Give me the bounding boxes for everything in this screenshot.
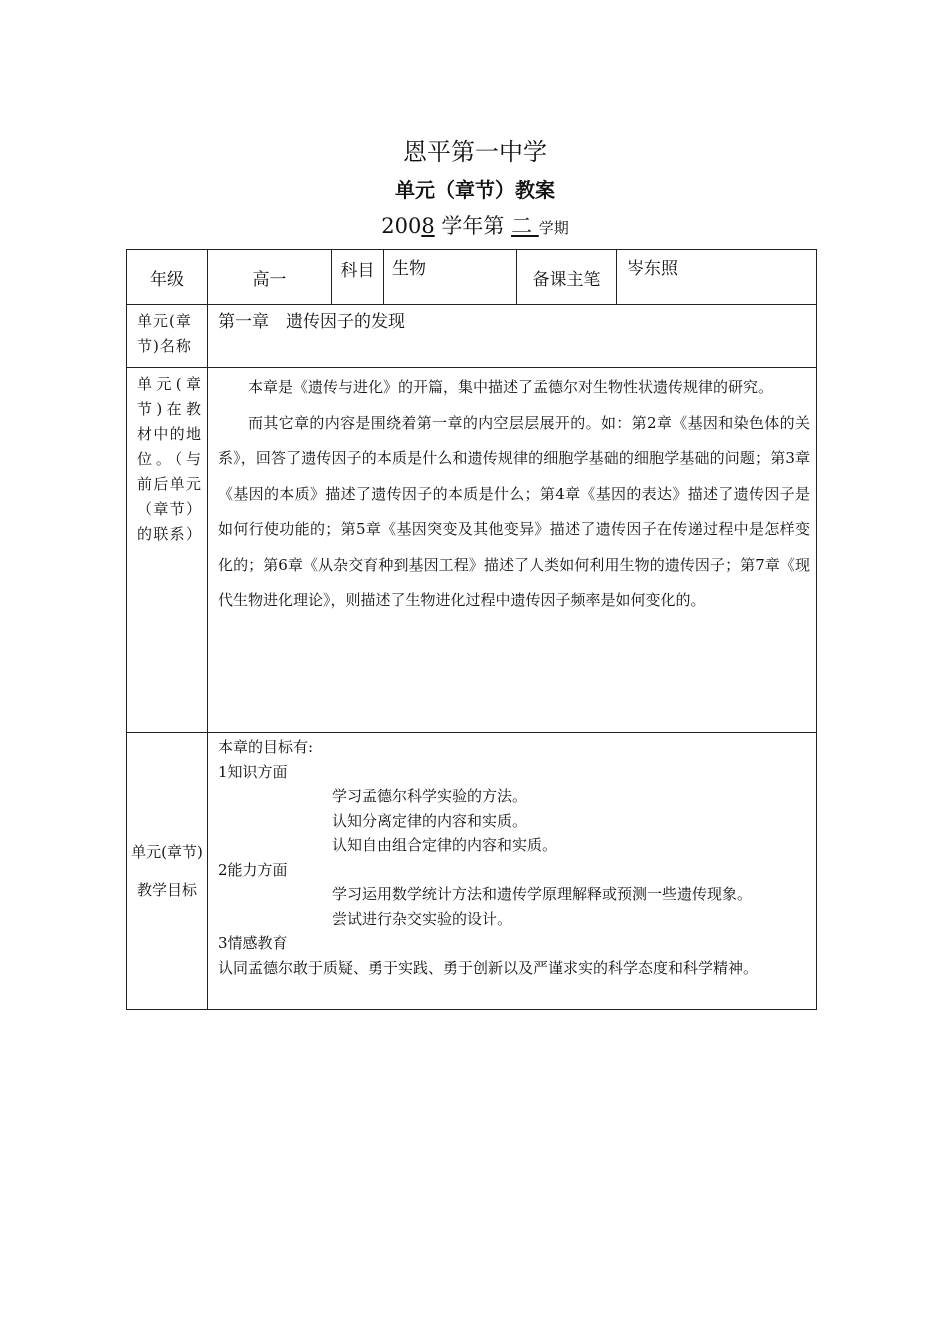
goals-intro: 本章的目标有: <box>218 738 314 756</box>
term-number: 二 <box>511 214 539 238</box>
lesson-plan-table <box>126 249 817 1010</box>
goal-item: 认知分离定律的内容和实质。 <box>332 811 528 830</box>
subject-value: 生物 <box>384 250 517 305</box>
table-row <box>127 368 817 733</box>
table-row <box>127 250 817 305</box>
term-year: 8 <box>421 214 435 238</box>
term-suffix: 学期 <box>538 219 569 237</box>
position-paragraph: 本章是《遗传与进化》的开篇，集中描述了孟德尔对生物性状遗传规律的研究。 <box>248 378 774 396</box>
unit-name-label: 单元(章节)名称 <box>127 305 208 368</box>
term-line <box>0 210 950 240</box>
goal-item: 学习运用数学统计方法和遗传学原理解释或预测一些遗传现象。 <box>332 885 753 903</box>
position-label: 单元(章节)在教材中的地位。（与前后单元（章节）的联系） <box>127 368 208 733</box>
goal-item: 尝试进行杂交实验的设计。 <box>332 909 513 928</box>
goals-content <box>208 733 817 1010</box>
goal-item: 认知自由组合定律的内容和实质。 <box>332 836 558 854</box>
author-value: 岑东照 <box>617 250 817 305</box>
table-row <box>127 733 817 1010</box>
document-type: 单元（章节）教案 <box>395 178 555 202</box>
emotion-text: 认同孟德尔敢于质疑、勇于实践、勇于创新以及严谨求实的科学态度和科学精神。 <box>218 958 759 977</box>
grade-value: 高一 <box>208 250 332 305</box>
goal-item: 学习孟德尔科学实验的方法。 <box>332 787 528 805</box>
ability-title: 2能力方面 <box>218 860 288 879</box>
term-prefix: 200 <box>381 214 422 238</box>
knowledge-title: 1知识方面 <box>218 762 288 781</box>
goals-label: 单元(章节)教学目标 <box>127 733 208 1010</box>
school-name: 恩平第一中学 <box>403 138 547 166</box>
position-content <box>208 368 817 733</box>
subject-label: 科目 <box>332 250 384 305</box>
position-paragraph: 而其它章的内容是围绕着第一章的内空层层展开的。如：第2章《基因和染色体的关系》，回答了遗传因子的本质是什么和遗传规律的细胞学基础的细胞学基础的问题；第3章《基因的本质》描述了遗传因子的本质是什么；第4章《基因的表达》描述了遗传因子是如何行使功能的；第5章《基因突变及其他变异》描述了遗传因子在传递过程中是怎样变化的；第6章《从杂交育种到基因工程》描述了人类如何利用生物的遗传因子；第7章《现代生物进化理论》，则描述了生物进化过程中遗传因子频率是如何变化的。 <box>218 413 810 609</box>
emotion-title: 3情感教育 <box>218 934 288 952</box>
unit-name-value: 第一章 遗传因子的发现 <box>208 305 817 368</box>
author-label: 备课主笔 <box>517 250 617 305</box>
table-row <box>127 305 817 368</box>
term-mid: 学年第 <box>434 214 512 238</box>
grade-label: 年级 <box>127 250 208 305</box>
